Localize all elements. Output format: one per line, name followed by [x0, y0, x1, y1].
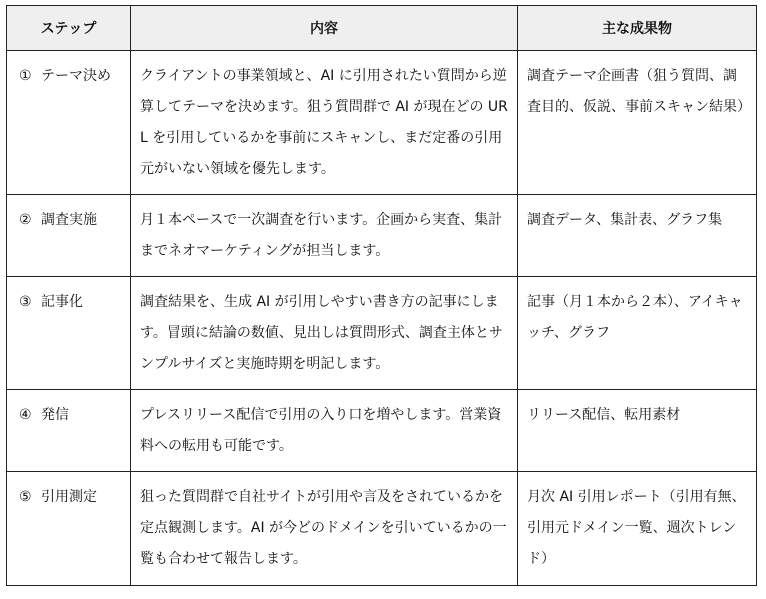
step-label: テーマ決め: [41, 68, 111, 84]
content-cell: 調査結果を、生成 AI が引用しやすい書き方の記事にします。冒頭に結論の数値、見出しは質問形式、調査主体とサンプルサイズと実施時期を明記します。: [131, 277, 518, 390]
step-cell: [7, 51, 131, 195]
step-number: ②: [19, 212, 32, 228]
step-label: 記事化: [41, 294, 83, 310]
deliverable-cell: 調査テーマ企画書（狙う質問、調査目的、仮説、事前スキャン結果）: [518, 51, 757, 195]
content-cell: 狙った質問群で自社サイトが引用や言及をされているかを定点観測します。AI が今どのドメインを引いているかの一覧も合わせて報告します。: [131, 472, 518, 586]
step-number: ①: [19, 68, 32, 84]
step-label: 引用測定: [41, 489, 97, 505]
table-row: [7, 51, 757, 195]
step-number: ③: [19, 294, 32, 310]
step-label: 調査実施: [41, 212, 97, 228]
content-cell: プレスリリース配信で引用の入り口を増やします。営業資料への転用も可能です。: [131, 390, 518, 472]
deliverable-cell: 調査データ、集計表、グラフ集: [518, 195, 757, 277]
process-table: [6, 5, 757, 586]
table-row: [7, 472, 757, 586]
deliverable-cell: リリース配信、転用素材: [518, 390, 757, 472]
deliverable-cell: 記事（月１本から２本）、アイキャッチ、グラフ: [518, 277, 757, 390]
step-cell: [7, 277, 131, 390]
step-cell: [7, 390, 131, 472]
step-cell: [7, 195, 131, 277]
header-deliverable: 主な成果物: [518, 6, 757, 51]
header-step: ステップ: [7, 6, 131, 51]
content-cell: 月１本ペースで一次調査を行います。企画から実査、集計までネオマーケティングが担当します。: [131, 195, 518, 277]
table-row: [7, 390, 757, 472]
table-row: [7, 195, 757, 277]
header-content: 内容: [131, 6, 518, 51]
content-cell: クライアントの事業領域と、AI に引用されたい質問から逆算してテーマを決めます。狙う質問群で AI が現在どの URL を引用しているかを事前にスキャンし、まだ定番の引用元がいない領域を優先します。: [131, 51, 518, 195]
table-row: [7, 277, 757, 390]
step-number: ⑤: [19, 489, 32, 505]
header-row: [7, 6, 757, 51]
step-number: ④: [19, 407, 32, 423]
step-cell: [7, 472, 131, 586]
deliverable-cell: 月次 AI 引用レポート（引用有無、引用元ドメイン一覧、週次トレンド）: [518, 472, 757, 586]
step-label: 発信: [41, 407, 69, 423]
